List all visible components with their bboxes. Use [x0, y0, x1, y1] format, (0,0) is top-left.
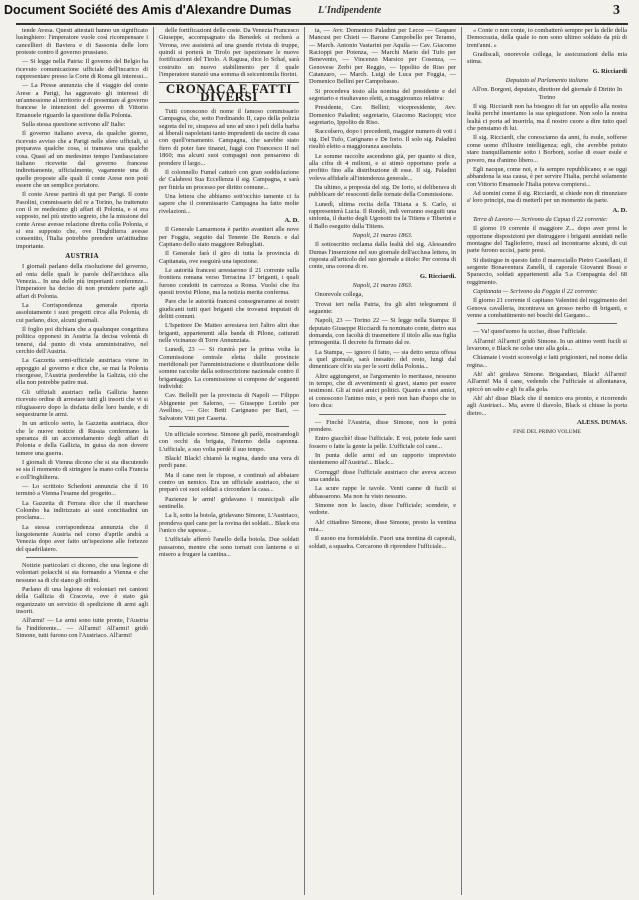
feuilleton-paragraph: Pazienze le armi! gridavano i municipali alle sentinelle. [159, 495, 299, 510]
feuilleton-paragraph: La scure rappe le tavole. Venti canne di fucili si abbassarono. Ma non fu visto nessuno. [309, 485, 456, 500]
watermark: Document Société des Amis d'Alexandre Dumas [4, 3, 292, 17]
feuilleton-paragraph: Ah! ah! gridava Simone. Brigandani, Black! All'armi! All'armi! Ma il cane, vedendo che l'ufficiale si allontanava, spiccò un salto e gli fu alla gola. [467, 371, 627, 393]
article-paragraph: Da ultimo, a proposta del sig. De Iorio, si deliberava di pubblicare de' resoconti delle tornate della Commissione. [309, 183, 456, 199]
article-paragraph: La Gazzetta di Ferrara dice che il marchese Colombo ha indirizzato ai suoi concittadini un proclama... [16, 499, 148, 522]
feuilleton-paragraph: Un ufficiale scortese. Simone gli parlò, mostrandogli con occhi da brigata, l'interno della caponna. L'ufficiale, a suo volta perdé il suo tempo. [159, 430, 299, 453]
feuilleton-paragraph: Chiamate i vostri sconvolgi e fatti prigionieri, nel nome della regina... [467, 354, 627, 369]
section-heading: AUSTRIA [65, 251, 99, 260]
article-paragraph: Gli uffiziali austriaci nella Gallizia hanno ricevuto ordine di arrestare tutti gli insorti che vi si rifugiassero dopo la disfatta delle loro bande, e di sequestrarne le armi. [16, 388, 148, 418]
article-paragraph: Pare che le autorità francesi consegneranno ai nostri giudicanti tutti quei briganti che trovansi imputati di delitti comuni. [159, 298, 299, 321]
feuilleton-paragraph: In punta delle armi ed un rapporto imprevisto nientemeno all'Austria!... Black... [309, 451, 456, 467]
feuilleton-paragraph: Black! Black! chiamò la regina, dando una vera di perdi pane. [159, 454, 299, 470]
column-separator [153, 27, 154, 895]
feuilleton-paragraph: All'armi! All'armi! gridò Simone. In un attimo venti fucili si levarono, e Black ne colse uno alla gola... [467, 337, 627, 353]
news-heading: Capitanata — Scrivono da Foggia il 22 corrente: [473, 288, 598, 295]
column-1 [16, 27, 148, 895]
article-paragraph: — Lo scrittoio Schedoni annunzia che il 16 terminò a Vienna l'esame del progetto... [16, 482, 148, 498]
article-paragraph: Il conte Arese partirà di qui per Parigi. Il conte Pasolini, commissario del re a Torino, ha trattenuto con il re medesimo gli affari di Polonia, e si era supposto, nel più stretto segreto, che la missione del conte Arese avesse relazione diretta colla Polonia, e si era supposto che, ove l'Inghilterra avesse consentito, l'Italia potrebbe prendere un'attitudine importante. [16, 191, 148, 250]
article-paragraph: Si distingue in questo fatto il maresciallo Pietro Castellani, il sergente Bonaventura Zanelli, il caporale Giovanni Bossi e Sparaccio, soldati appartenenti alla 5.a Compagnia del 68 reggimento. [467, 256, 627, 286]
feuilleton-paragraph: Parlano di una legione di volontari nei cantoni della Gallizia di Cracovia, ove è stato già organizzato un servizio di spedizione di armi agli insorti. [16, 586, 148, 616]
section-divider [26, 557, 138, 558]
article-paragraph: Il Generale Lamarmora è partito avantieri alle nove per Foggia, seguito dal Tenente De Renzis e dal Capitano dello stato maggiore Rebugliati. [159, 226, 299, 248]
feuilleton-paragraph: Simone non lo lascio, disse l'ufficiale; scendete, e vedrete. [309, 501, 456, 517]
column-2 [159, 27, 299, 895]
column-3 [309, 27, 456, 895]
article-paragraph: Presidente, Cav. Bellini; vicepresidente, Avv. Domenico Paladini; segretario, Giacomo Racioppi; vice segretario, Ippolito de Riso. [309, 104, 456, 127]
feuilleton-paragraph: — Finchè l'Austria, disse Simone, non lo potrà prendere. [309, 418, 456, 433]
article-paragraph: In un articolo serio, la Gazzetta austriaca, dice che le nuove notizie di Russia confermano la speranza di un accomodamento degli affari di Polonia e della Gallizia, in guisa da non dovere temere una guerra. [16, 420, 148, 457]
feuilleton-paragraph: — Va! quest'uomo fu ucciso, disse l'ufficiale. [473, 328, 587, 336]
article-paragraph: Il Generale farà il giro di tutta la provincia di Capitanata, ove eseguirà una ispezione. [159, 250, 299, 265]
article-paragraph: La stessa corrispondenza annunzia che il luogotenente Austria nel corso d'aprile andrà a Venezia dopo aver fatto un'ispezione alle fortezze del quadrilatero. [16, 523, 148, 553]
article-paragraph: Trovai ieri nella Patria, fra gli altri telegrammi il seguente: [309, 300, 456, 316]
article-paragraph: Tutti conoscono di nome il famoso commissario Campagna, che, sotto Ferdinando II, capo della polizia segreta del re, strapava ad uno ad uno i peli della barba ai liberali napoletani tanto imprudenti da uscire di casa con quell'ornamento. Campagna, che sarebbe stato fiero di poter fare tinanzi, fuggì con Francesco II nel 1860; ma alcuni suoi compagni non pensarono di prendere il largo... [159, 108, 299, 167]
article-paragraph: Egli nacque, come noi, e fu sempre repubblicano; e se oggi abbandona la sua causa, è per servire l'Italia, perchè solamente con Vittorio Emanuele l'Italia poteva compiersi... [467, 165, 627, 188]
feuilleton-paragraph: Il suono era formidabile. Fuori una trentina di caporali, soldati, a squadra. Cercarono di riprendere l'ufficiale... [309, 535, 456, 550]
article-paragraph: Ad uomini come il sig. Ricciardi, si chiede non di rinunziare a' loro principi, ma di metterli per un momento da parte. [467, 189, 627, 205]
feuilleton-paragraph: La li, sotto la botola, gridavano Simone, L'Austriaco, prendeva quel cane per la rovina dei soldati... Black era l'unico che sapesse... [159, 512, 299, 534]
masthead: L'Indipendente [318, 5, 382, 16]
feuilleton-paragraph: Corruggi! disse l'ufficiale austriaco che aveva acceso una candela. [309, 468, 456, 483]
article-paragraph: Il giorno 21 corrente il capitano Valentini del reggimento dei Genova cavalleria, incontrava un grosso nerbo di briganti, e venne a combattimento nei boschi del Gargano... [467, 297, 627, 320]
article-signature: A. D. [284, 216, 299, 224]
article-paragraph: Cav. Bellelli per la provincia di Napoli — Filippo Abignente per Salerno, — Giuseppe Lorido per Avellino, — Gio: Betti Carignano per Bari, — Salvatore Vitti per Caserta. [159, 392, 299, 422]
feuilleton-paragraph: L'ufficiale afferrò l'anello della botola. Due soldati passarono, mentre che sono tornati con lanterne e si misero a frugare la cantina... [159, 536, 299, 558]
feuilleton-paragraph: Ah! cittadino Simone, disse Simone, presto la ventina mia... [309, 518, 456, 533]
section-divider [477, 323, 617, 324]
article-paragraph: ta, — Avv. Domenico Paladini per Lecce — Gaspare Mancusi per Chieti — Barone Campobello per Teramo, — March. Antonio Vastarini per Aquila — Cav. Giacomo Racioppi per Potenza, — Marchi Mario del Tufo per Benevento, — Vincenzo Marsico per Cosenza, — Genovese Zerbi per Reggio, — Ippolito de Riso per Catanzaro, — March. Luigi de Luca per Foggia, — Domenico Bellini per Campobasso. [309, 27, 456, 86]
letter-signature: G. Ricciardi [592, 67, 627, 75]
feuilleton-paragraph: Ah! ah! disse Black che il nemico era pronto, e ricorrendo agli Austriaci... Ma, avere il diavolo, Black si chiuse la porta dietro... [467, 395, 627, 417]
article-paragraph: La Stampa, — ignoro il fatto, — sia detto senza offesa a quel giornale, sarà inesatto: del resto, lungi dal dimenticare ch'io sia per le sorti della Polonia... [309, 348, 456, 371]
article-paragraph: Le autorità francesi arrestarono il 21 corrente sulla frontiera romana verso Terracina 17 briganti, i quali furono condotti in carrozza a Roma. Vuolsi che fra questi trovisi Pilone, ma la notizia merita conferma. [159, 266, 299, 296]
feuilleton [309, 419, 456, 551]
article-paragraph: Lunedì, ultima recita della Titiana a S. Carlo, si rappresenterà Lucia. Il Rondò, indi verranno eseguiti una sinfonia, il duetto degli Ugonotti tra la Titiens e Tiberini e il Ballo eseguito dalla Titiens. [309, 200, 456, 230]
column-separator [461, 27, 462, 895]
article-paragraph: Altre aggiungerei, se l'argomento lo meritasse, nessuno in tempo, che di avvenimenti sì gravi, siamo per essere testimoni. Gli ai miei amici politici. Quanto a miei amici, ei conoscono l'animo mio, e però non han d'uopo che io loro dica: [309, 372, 456, 410]
news-heading: Terra di Lavoro — Scrivono da Capua il 22 corrente: [473, 215, 608, 223]
article-paragraph: Il governo italiano aveva, da qualche giorno, ricevuto avviso che a Parigi nelle sfere ufficiali, si preparava qualche cosa, si tramava una qualche cosa. Quasi ad un medesimo tempo l'ambasciatore italiano ricevette dal governo francese indirettamente, ufficialmente, vagamente una di quelle proposte alle quali il conte Arese non poté essere che un semplice portatore. [16, 130, 148, 189]
article-paragraph: La Gazzetta semi-ufficiale austriaca viene in appoggio al governo e dice che, se mai la Polonia risorgesse, l'Austria perderebbe la Galizia, ciò che ella non potrebbe patire mai. [16, 357, 148, 387]
article-paragraph: Le somme raccolte ascendono già, per quanto si dice, alla cifra di 4 milioni, e si stimò opportuno porle a profitto fino alla distribuzione di esse. Il sig. Paladini voleva affidarle all'intendenza generale... [309, 152, 456, 182]
article-paragraph: Lunedì, 23 — Si riunirà per la prima volta la Commissione centrale eletta dalle provincie meridionali per l'amministrazione e distribuzione delle somme raccolte dalla sottoscrizione nazionale contro il brigantaggio. La commissione si compone de' seguenti individui: [159, 346, 299, 391]
article-paragraph: Il sottoscritto reclama dalla lealtà del sig. Alessandro Dumas l'inserzione nel suo giornale dell'acclusa lettera, in risposta all'articolo del suo giornale a titolo: Per corona di conte, una corona di re. [309, 241, 456, 271]
article-signature: A. D. [612, 206, 627, 214]
feuilleton-paragraph: All'armi! — Le armi sono tutte pronte, l'Austria fa l'indiferente... — All'armi! All'armi! gridò Simone, tutti furono con l'Austriaco. All'armi! [16, 617, 148, 640]
letter-signature: G. Ricciardi. [419, 272, 456, 280]
article-paragraph: I giornali parlano della risoluzione del governo, ad onta delle quali le parole dell'arciduca alla Venezia... In una delle più importanti conferenze... l'imperatore ha deciso di non prendere parte agli affari di Polonia. [16, 263, 148, 300]
section-title: CRONACA E FATTI DIVERSI [159, 82, 299, 103]
article-paragraph: Gradiscali, onorevole collega, le assicurazioni della mia stima. [467, 51, 627, 66]
letter-salutation: Onorevole collega, [315, 291, 363, 299]
article-paragraph: Si procedeva tosto alla nomina del presidente e del segretario e risultavano eletti, a maggioranza relativa: [309, 87, 456, 103]
article-paragraph: « Conte o non conte, io combatterò sempre per la delle della Democrazia, della quale io non sono ultimo soldato da più di trent'anni. » [467, 27, 627, 49]
article-paragraph: L'Ispettore De Matteo arrestava ieri l'altro altri due briganti, appartenenti alla banda di Pilone, catturati nelle vicinanze di Torre Annunziata. [159, 322, 299, 345]
page-number: 3 [613, 3, 620, 18]
article-paragraph: La Corrispondenza generale riporta assolutamente i suoi progetti circa alla Polonia, di cui parlano, dice, alcuni giornali. [16, 302, 148, 324]
article-paragraph: Il giorno 19 corrente il maggiore Z... dopo aver presi le opportune disposizioni per distruggere i briganti annidati nelle montagne del Taglioferro, riuscì ad incontrarne alcuni, di cui parte furono uccisi, parte presi. [467, 225, 627, 255]
feuilleton [159, 431, 299, 559]
article-paragraph: — La Presse annunzia che il viaggio del conte Arese a Parigi, ha aggravato gli interessi di un'annessione al territorio e di presentare al governo francese le intenzioni del governo di Vittorio Emanuele riguardo la questione della Polonia. [16, 82, 148, 119]
article-paragraph: — Si legge nella Patria: Il governo del Belgio ha ricevuto comunicazione ufficiale dell'incarico di rappresentare presso la Corte di Roma gli interessi... [16, 58, 148, 81]
article-paragraph: delle fortificazioni delle coste. Da Venezia Francesco Giuseppe, accompagnato da Benedek si recherà a Verona, ove assisterà ad una grande rivista di truppe, quindi si porterà in Tirolo per ispezionare le nuove fortificazioni del Tirolo. A Ragusa, dice lo Schaf, sarà costruito un nuovo stabilimento per il quale l'imperatore stanziò una somma di seicentomila fiorini. [159, 27, 299, 79]
section-divider [319, 414, 446, 415]
header-rule [16, 23, 628, 25]
article-paragraph: Raccolsero, dopo i precedenti, maggior numero di voti i sig. Del Tufo, Carignano e De Iorio. Il solo sig. Paladini risultò eletto a maggioranza assoluta. [309, 128, 456, 151]
article-paragraph: Una lettera che abbiamo sott'occhio tamente ci fa sapere che il commissario Campagna ha fatto molte rivelazioni... [159, 192, 299, 215]
volume-end-note: FINE DEL PRIMO VOLUME [513, 428, 581, 435]
author-signature: ALESS. DUMAS. [576, 419, 627, 427]
column-4 [467, 27, 627, 895]
letter-addressee: All'on. Borgoni, deputato, direttore del giornale il Diritto In Torino [471, 86, 623, 101]
article-paragraph: I giornali di Vienna dicono che si sta discutendo se sia il momento di stringere la mano colla Francia e coll'Inghilterra. [16, 458, 148, 481]
article-paragraph: Il sig. Ricciardi non ha bisogno di far un appello alla nostra lealtà perchè inseriamo la sua spiegazione. Non solo la nostra lealtà ci porta ad inserirla, ma il nostro cuore a dire tutto quel che pensiamo di lui. [467, 103, 627, 133]
dateline: Napoli, 21 marzo 1863. [352, 282, 413, 289]
column-separator [304, 27, 305, 895]
feuilleton [467, 328, 627, 435]
page-header [0, 0, 639, 24]
section-divider [169, 426, 289, 427]
feuilleton-paragraph: Entro giacchè! disse l'ufficiale. E voi, potete fede sarei fossero o fatte la gente la pelle. L'ufficiale col cane... [309, 435, 456, 450]
article-paragraph: Il colonnello Fumel catturò con gran soddisfazione de' Calabresi Sua Eccellenza il sig. Campagna, e sarà per finirla un processo per diritto comune... [159, 168, 299, 191]
signature-subtitle: Deputato al Parlamento italiano [505, 77, 589, 85]
feuilleton-paragraph: Ma il cane non le rispose, e continuò ad abbaiare contro un nemico. Era un ufficiale austriaco, che si preparò coi suoi soldati a circondare la casa... [159, 471, 299, 494]
article-paragraph: tende Avesa. Questi attestati hanno un significato lusinghiero: l'imperatore vuole così ricompensare i cancellieri di Baviera e di Sassonia delle loro proteste contro il governo prussiano. [16, 27, 148, 57]
article-paragraph: Il sig. Ricciardi, che conosciamo da anni, fu esule, sofferse come uomo d'illustre intelligenza; egli, che avrebbe potuto stare tranquillamente sotto i Borboni, scelse di esser esule e povero, ma d'animo libero... [467, 134, 627, 164]
article-paragraph: Sulla stessa questione scrivono all' Italie: [22, 121, 126, 129]
article-paragraph: Napoli, 23 — Torino 22 — Si legge nella Stampa: Il deputato Giuseppe Ricciardi fu nominato conte, dietro sua domanda, con facoltà di trasmettere il titolo alla sua figlia primogenita. Il decreto fu firmato dal re. [309, 317, 456, 347]
dateline: Napoli, 21 marzo 1863. [352, 231, 413, 239]
article-paragraph: Il foglio poi dichiara che a qualunque congettura politica opponesi in Austria la decisa volontà di tenersi, dal punto di vista amministrativo, nel cerchio dell'Austria. [16, 326, 148, 356]
feuilleton-paragraph: Notizie particolari ci dicono, che una legione di volontari polacchi si sta formando a Vienna e che nessuno sa di chi siano gli ordini. [16, 562, 148, 584]
